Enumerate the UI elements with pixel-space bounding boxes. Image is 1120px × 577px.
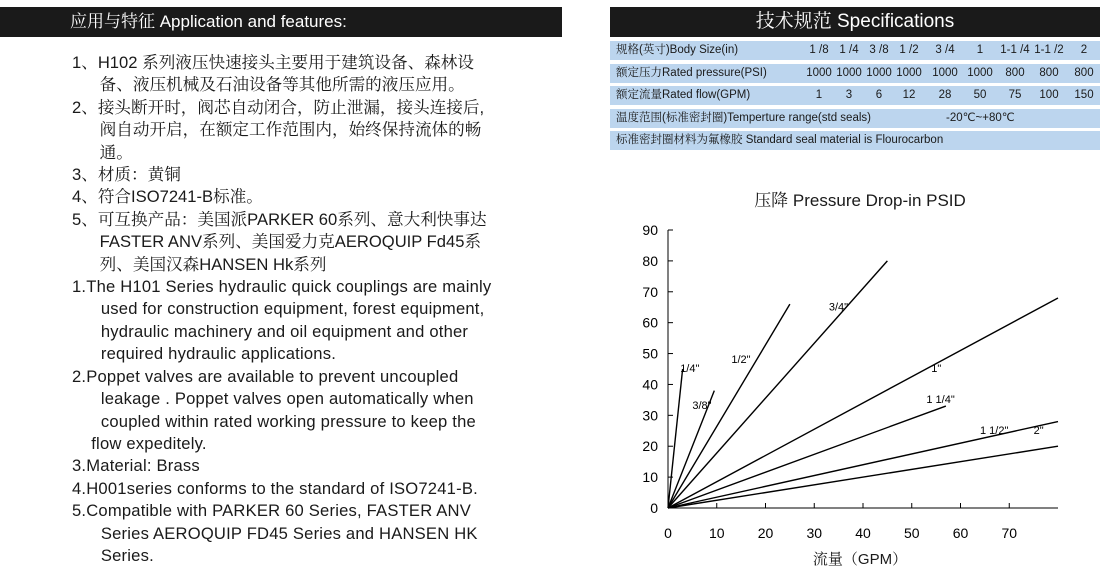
spec-cell: 1 xyxy=(815,89,823,102)
spec-cell: 1 /8 xyxy=(809,44,829,56)
spec-cell: 1000 xyxy=(866,66,892,79)
x-tick-label: 20 xyxy=(757,525,774,541)
specs-header: 技术规范 Specifications xyxy=(610,7,1100,37)
spec-label: 规格(英寸)Body Size(in) xyxy=(616,44,739,56)
x-tick-label: 30 xyxy=(806,525,823,541)
y-tick-label: 80 xyxy=(642,252,658,269)
series-label: 2" xyxy=(1033,424,1044,437)
x-tick-label: 40 xyxy=(855,525,871,541)
spec-cell: 3 /4 xyxy=(935,44,955,56)
spec-cell: 800 xyxy=(1005,66,1025,79)
spec-cell: 1-1 /4 xyxy=(1000,44,1030,56)
y-tick-label: 70 xyxy=(642,283,658,300)
spec-cell: 3 xyxy=(845,89,853,102)
spec-cell: 1000 xyxy=(967,66,993,79)
feature-line: FASTER ANV系列、美国爱力克AEROQUIP Fd45系 xyxy=(72,232,482,252)
x-tick-label: 0 xyxy=(664,525,672,541)
spec-label: 温度范围(标准密封圈)Temperture range(std seals) xyxy=(616,111,871,124)
pressure-drop-chart xyxy=(620,210,1090,541)
y-tick-label: 60 xyxy=(642,314,658,331)
y-tick-label: 30 xyxy=(642,407,658,424)
spec-cell: 800 xyxy=(1074,66,1094,79)
spec-cell: 1-1 /2 xyxy=(1034,44,1064,56)
spec-cell: 1 /4 xyxy=(839,44,859,56)
series-line xyxy=(668,406,946,508)
series-line xyxy=(668,261,887,508)
series-label: 1 1/4" xyxy=(926,393,955,406)
feature-line: 2.Poppet valves are available to prevent uncoupled xyxy=(72,366,459,386)
x-tick-label: 10 xyxy=(708,525,725,541)
spec-cell: 2 xyxy=(1080,44,1088,56)
feature-line: flow expeditely. xyxy=(72,433,207,453)
feature-line: 1.The H101 Series hydraulic quick couplings are mainly xyxy=(72,277,492,297)
feature-line: leakage . Poppet valves open automatically when xyxy=(72,389,474,409)
feature-line: Series AEROQUIP FD45 Series and HANSEN HK xyxy=(72,523,478,543)
features-text xyxy=(72,52,572,567)
spec-cell: 800 xyxy=(1039,66,1059,79)
feature-line: used for construction equipment, forest equipment, xyxy=(72,299,485,319)
spec-row xyxy=(610,109,1100,128)
y-tick-label: 20 xyxy=(642,438,658,455)
spec-cell: 1000 xyxy=(932,66,958,79)
feature-line: hydraulic machinery and oil equipment and other xyxy=(72,321,469,341)
spec-cell: 1000 xyxy=(806,66,832,79)
spec-label: 额定流量Rated flow(GPM) xyxy=(616,89,751,102)
series-label: 1 1/2" xyxy=(980,424,1009,437)
spec-row xyxy=(610,64,1100,83)
spec-label: 标准密封圈材料为氟橡胶 Standard seal material is Flourocarbon xyxy=(616,134,944,147)
chart-title: 压降 Pressure Drop-in PSID xyxy=(754,191,966,210)
x-tick-label: 50 xyxy=(903,525,920,541)
y-tick-label: 0 xyxy=(650,500,658,516)
feature-line: 通。 xyxy=(72,142,133,162)
feature-line: 3、材质：黄铜 xyxy=(72,165,181,185)
x-tick-label: 70 xyxy=(1001,525,1018,541)
feature-line: 3.Material: Brass xyxy=(72,456,200,476)
feature-line: 1、H102 系列液压快速接头主要用于建筑设备、森林设 xyxy=(72,53,474,72)
spec-table xyxy=(610,41,1100,154)
series-line xyxy=(668,304,790,508)
feature-line: required hydraulic applications. xyxy=(72,344,337,364)
spec-cell: 100 xyxy=(1039,89,1059,102)
x-axis-label: 流量（GPM） xyxy=(812,551,908,568)
spec-cell: 12 xyxy=(902,89,916,102)
y-tick-label: 90 xyxy=(642,222,658,238)
spec-cell: 75 xyxy=(1008,89,1022,102)
feature-line: 5.Compatible with PARKER 60 Series, FASTER ANV xyxy=(72,501,471,521)
series-label: 1/2" xyxy=(731,353,751,366)
feature-line: Series. xyxy=(72,545,154,565)
spec-cell: 28 xyxy=(938,89,952,102)
feature-line: 阀自动开启，在额定工作范围内，始终保持流体的畅 xyxy=(72,120,482,140)
series-label: 3/4" xyxy=(828,301,849,314)
spec-cell: 6 xyxy=(875,89,883,102)
feature-line: 4.H001series conforms to the standard of ISO7241-B. xyxy=(72,478,478,498)
spec-cell: 50 xyxy=(973,89,987,102)
feature-line: 2、接头断开时，阀芯自动闭合，防止泄漏，接头连接后, xyxy=(72,97,485,117)
spec-row xyxy=(610,41,1100,60)
spec-label: 额定压力Rated pressure(PSI) xyxy=(616,66,767,79)
series-label: 1/4" xyxy=(680,363,700,376)
y-tick-label: 50 xyxy=(642,345,658,362)
features-header: 应用与特征 Application and features: xyxy=(0,7,562,37)
feature-line: 4、符合ISO7241-B标准。 xyxy=(72,187,263,207)
spec-cell: 1000 xyxy=(896,66,922,79)
series-label: 3/8" xyxy=(692,400,712,413)
spec-row xyxy=(610,131,1100,150)
spec-cell: 1 /2 xyxy=(899,44,919,56)
feature-line: 列、美国汉森HANSEN Hk系列 xyxy=(72,254,327,274)
spec-span-cell: -20℃~+80℃ xyxy=(946,111,1015,124)
spec-cell: 1 xyxy=(976,44,984,56)
spec-cell: 1000 xyxy=(836,66,862,79)
feature-line: 5、可互换产品：美国派PARKER 60系列、意大利快事达 xyxy=(72,209,487,229)
feature-line: 备、液压机械及石油设备等其他所需的液压应用。 xyxy=(72,75,465,95)
y-tick-label: 10 xyxy=(642,469,658,486)
spec-row xyxy=(610,86,1100,105)
feature-line: coupled within rated working pressure to keep the xyxy=(72,411,476,431)
x-tick-label: 60 xyxy=(952,525,969,541)
series-label: 1" xyxy=(931,363,942,376)
spec-cell: 3 /8 xyxy=(869,44,889,56)
spec-cell: 150 xyxy=(1074,89,1094,102)
y-tick-label: 40 xyxy=(642,376,658,393)
